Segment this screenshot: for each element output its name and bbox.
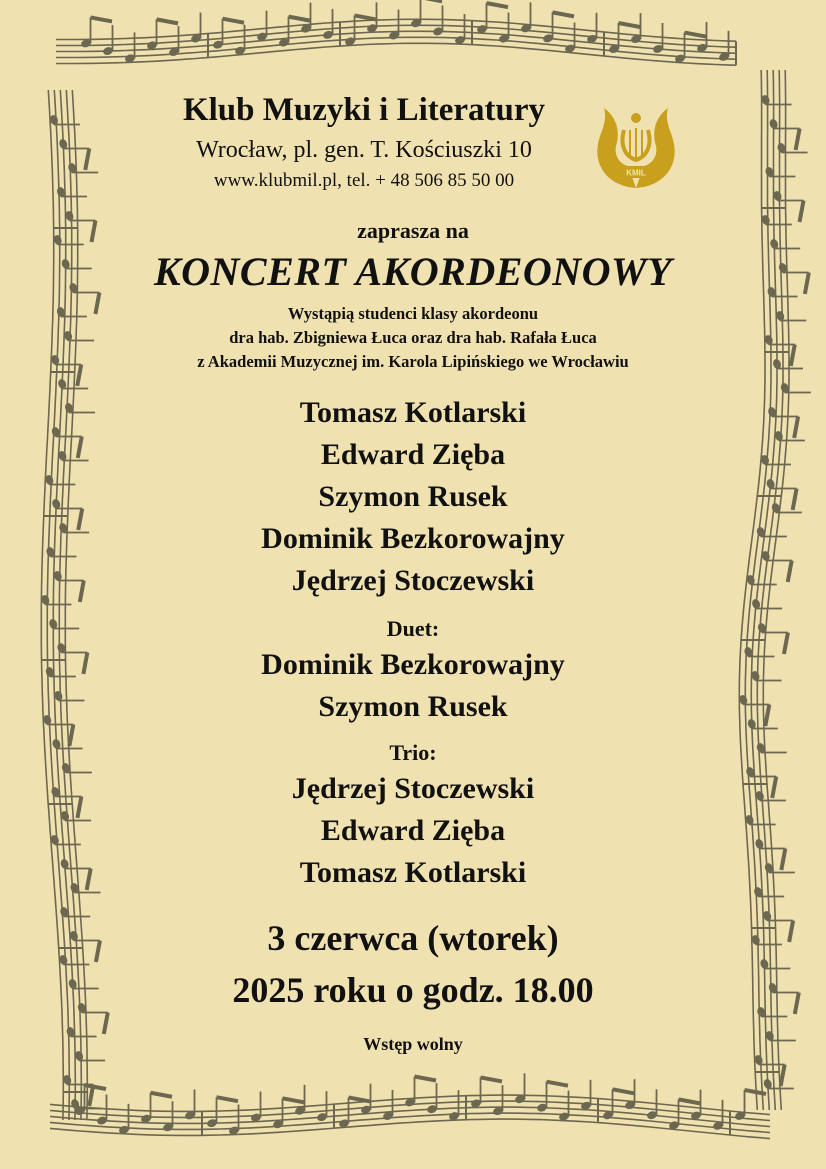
subtitle-line: Wystąpią studenci klasy akordeonu [287, 304, 539, 323]
bottom-staff [50, 1073, 770, 1138]
performer-name: Edward Zięba [320, 814, 506, 847]
entry-note: Wstęp wolny [363, 1034, 463, 1054]
subtitle-line: dra hab. Zbigniewa Łuca oraz dra hab. Rafała Łuca [229, 328, 597, 347]
performer-name: Tomasz Kotlarski [299, 856, 527, 889]
club-contact: www.klubmil.pl, tel. + 48 506 85 50 00 [213, 170, 515, 191]
subtitle-line: z Akademii Muzycznej im. Karola Lipińskiego we Wrocławiu [197, 352, 629, 371]
performer-name: Jędrzej Stoczewski [291, 564, 535, 597]
soloists-list [0, 392, 826, 602]
top-staff [56, 0, 736, 65]
lyre-logo-icon [590, 100, 682, 192]
performer-name: Tomasz Kotlarski [299, 396, 527, 429]
duet-list [0, 644, 826, 728]
duet-label: Duet: [386, 616, 440, 641]
performer-name: Edward Zięba [320, 438, 506, 471]
performer-name: Dominik Bezkorowajny [261, 522, 565, 555]
concert-title: KONCERT AKORDEONOWY [153, 249, 673, 294]
trio-label: Trio: [389, 740, 437, 765]
performer-name: Jędrzej Stoczewski [291, 772, 535, 805]
performer-name: Szymon Rusek [318, 690, 508, 723]
club-address: Wrocław, pl. gen. T. Kościuszki 10 [196, 137, 532, 163]
event-date [0, 912, 826, 1016]
performers-description [0, 302, 826, 374]
performer-name: Dominik Bezkorowajny [261, 648, 565, 681]
time-line: 2025 roku o godz. 18.00 [232, 970, 594, 1010]
date-line: 3 czerwca (wtorek) [267, 918, 559, 958]
performer-name: Szymon Rusek [318, 480, 508, 513]
invites-text: zaprasza na [357, 218, 469, 243]
club-name: Klub Muzyki i Literatury [182, 92, 546, 128]
logo-text: KMIL [626, 168, 646, 178]
trio-list [0, 768, 826, 894]
